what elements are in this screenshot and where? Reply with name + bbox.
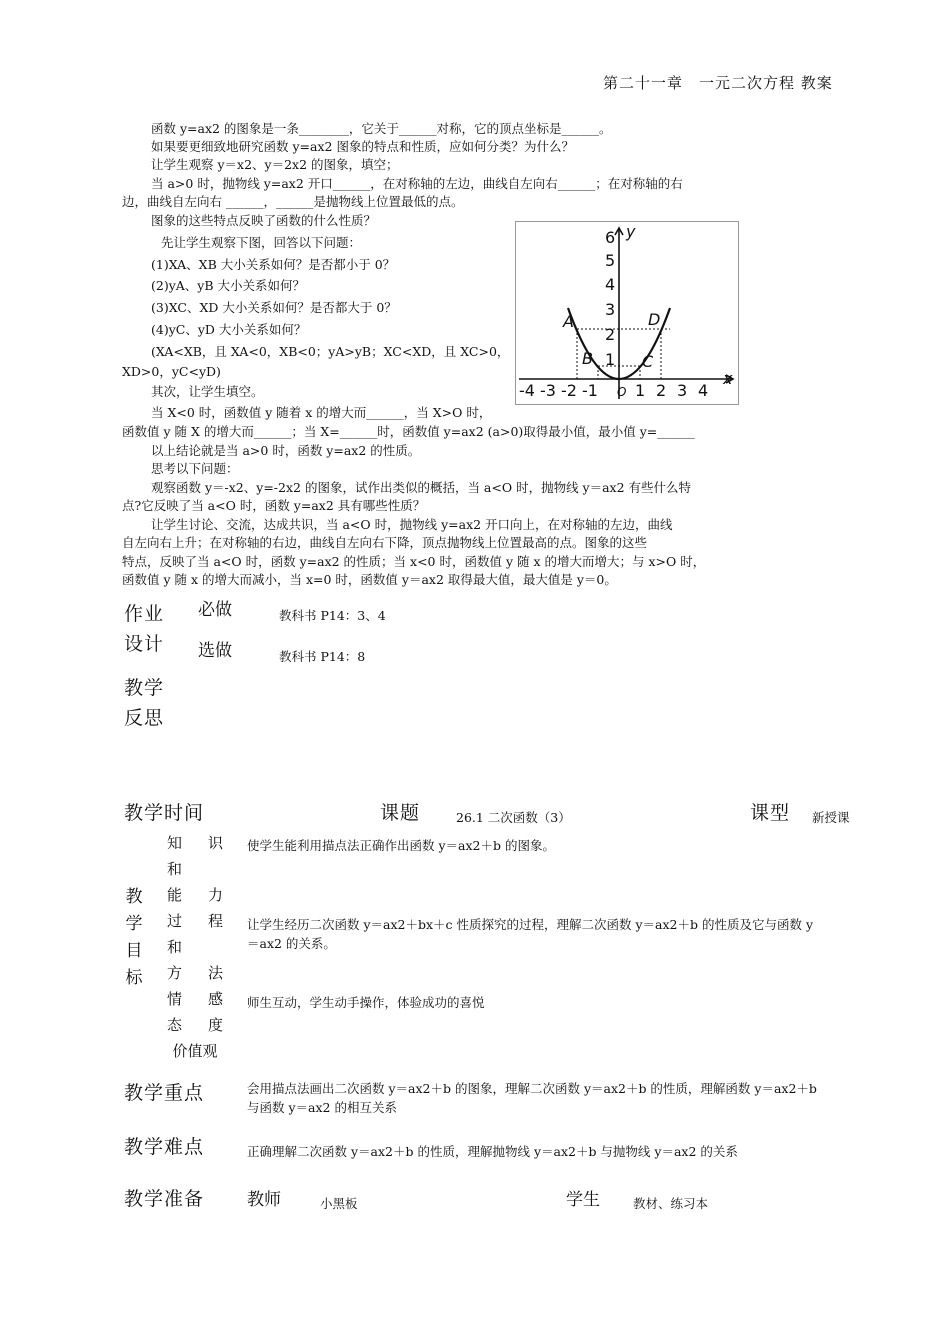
topic-label: 课题 bbox=[380, 802, 421, 824]
x-tick-label: 2 bbox=[656, 381, 667, 400]
body-line: 点?它反映了当 a<O 时，函数 y=ax2 具有哪些性质？ bbox=[122, 498, 426, 513]
x-tick-label: -1 bbox=[582, 381, 598, 400]
y-axis-label: y bbox=[626, 222, 636, 241]
student-value: 教材、练习本 bbox=[633, 1196, 709, 1211]
body-line: 自左向右上升；在对称轴的右边，曲线自左向右下降，顶点抛物线上位置最高的点。图象的这些 bbox=[122, 535, 648, 550]
goal-emotion-text: 师生互动，学生动手操作，体验成功的喜悦 bbox=[247, 995, 485, 1010]
body-line: 边，曲线自左向右 ______，______是抛物线上位置最低的点。 bbox=[122, 194, 464, 209]
body-line: 先让学生观察下图，回答以下问题： bbox=[161, 235, 362, 250]
body-line: 函数 y=ax2 的图象是一条________，它关于______对称，它的顶点坐标是______。 bbox=[151, 121, 612, 136]
body-line: 其次，让学生填空。 bbox=[151, 384, 264, 399]
reflection-label-line1: 教学 bbox=[124, 677, 165, 699]
x-tick-label: 1 bbox=[635, 381, 646, 400]
body-line: (4)yC、yD 大小关系如何？ bbox=[151, 322, 307, 337]
point-label-c: C bbox=[642, 352, 654, 371]
goal-knowledge-text: 使学生能利用描点法正确作出函数 y＝ax2＋b 的图象。 bbox=[247, 838, 555, 853]
body-line: 当 a>0 时，抛物线 y=ax2 开口______，在对称轴的左边，曲线自左向右______；在对称轴的右 bbox=[151, 176, 683, 191]
teacher-value: 小黑板 bbox=[320, 1196, 358, 1211]
y-tick-label: 3 bbox=[605, 300, 616, 319]
homework-label-line1: 作业 bbox=[124, 603, 165, 625]
topic-value: 26.1 二次函数（3） bbox=[456, 810, 571, 825]
difficulty-label: 教学难点 bbox=[124, 1136, 205, 1158]
key-point-text-line2: 与函数 y＝ax2 的相互关系 bbox=[247, 1100, 397, 1115]
body-line: (2)yA、yB 大小关系如何？ bbox=[151, 278, 306, 293]
y-tick-label: 1 bbox=[605, 350, 616, 369]
parabola-figure bbox=[515, 221, 739, 405]
body-line: 当 X<0 时，函数值 y 随着 x 的增大而______，当 X>O 时， bbox=[151, 405, 492, 420]
x-tick-label: -4 bbox=[519, 381, 535, 400]
body-line: 让学生观察 y＝x2、y＝2x2 的图象，填空； bbox=[151, 157, 399, 172]
point-label-b: B bbox=[582, 349, 593, 368]
body-line: 让学生讨论、交流，达成共识，当 a<O 时，抛物线 y=ax2 开口向上，在对称轴的左边，曲线 bbox=[151, 517, 673, 532]
x-axis-label: x bbox=[723, 369, 733, 388]
x-tick-label: -3 bbox=[540, 381, 556, 400]
body-line: (XA<XB，且 XA<0，XB<0；yA>yB；XC<XD，且 XC>0， bbox=[151, 344, 510, 359]
parabola-graph bbox=[515, 221, 739, 405]
optional-text: 教科书 P14：8 bbox=[279, 649, 366, 664]
prep-label: 教学准备 bbox=[124, 1188, 205, 1210]
goals-label: 教 学 目 标 bbox=[125, 887, 143, 988]
body-line: 观察函数 y＝-x2、y=-2x2 的图象，试作出类似的概括，当 a<O 时，抛物线 y＝ax2 有些什么特 bbox=[151, 480, 692, 495]
point-label-d: D bbox=[648, 310, 661, 329]
teacher-label: 教师 bbox=[247, 1190, 281, 1210]
body-line: 函数值 y 随 X 的增大而______；当 X=______时，函数值 y=ax2 (a>0)取得最小值，最小值 y=______ bbox=[122, 424, 695, 439]
goal-process-text-line2: ＝ax2 的关系。 bbox=[247, 936, 336, 951]
student-label: 学生 bbox=[566, 1190, 600, 1210]
point-label-a: A bbox=[563, 312, 574, 331]
x-tick-label: 4 bbox=[698, 381, 709, 400]
x-tick-label: -2 bbox=[561, 381, 577, 400]
body-line: 函数值 y 随 x 的增大而减小，当 x=0 时，函数值 y＝ax2 取得最大值，最大值是 y＝0。 bbox=[122, 572, 617, 587]
body-line: 特点，反映了当 a<O 时，函数 y=ax2 的性质；当 x<0 时，函数值 y 随 x 的增大而增大；与 x>O 时， bbox=[122, 554, 706, 569]
goal-knowledge-label: 知 识 和 能 力 bbox=[167, 834, 223, 904]
goal-emotion-label: 情 感 态 度 价值观 bbox=[167, 990, 223, 1060]
key-point-text-line1: 会用描点法画出二次函数 y＝ax2＋b 的图象，理解二次函数 y＝ax2＋b 的性质，理解函数 y＝ax2＋b bbox=[247, 1081, 817, 1096]
reflection-label-line2: 反思 bbox=[124, 707, 165, 729]
y-tick-label: 4 bbox=[605, 275, 616, 294]
time-label: 教学时间 bbox=[124, 802, 205, 824]
body-line: 如果要更细致地研究函数 y=ax2 图象的特点和性质，应如何分类？为什么？ bbox=[151, 139, 574, 154]
body-line: 以上结论就是当 a>0 时，函数 y=ax2 的性质。 bbox=[151, 443, 421, 458]
x-tick-label: 3 bbox=[677, 381, 688, 400]
required-label: 必做 bbox=[198, 600, 232, 620]
difficulty-text: 正确理解二次函数 y＝ax2＋b 的性质，理解抛物线 y＝ax2＋b 与抛物线 y＝ax2 的关系 bbox=[247, 1144, 738, 1159]
y-tick-label: 5 bbox=[605, 251, 616, 270]
origin-label: O bbox=[617, 385, 627, 399]
type-value: 新授课 bbox=[812, 810, 850, 825]
key-point-label: 教学重点 bbox=[124, 1082, 205, 1104]
goal-process-label: 过 程 和 方 法 bbox=[167, 912, 223, 982]
type-label: 课型 bbox=[750, 802, 791, 824]
page-header: 第二十一章 一元二次方程 教案 bbox=[603, 74, 833, 92]
optional-label: 选做 bbox=[198, 641, 232, 661]
body-line: (1)XA、XB 大小关系如何？是否都小于 0？ bbox=[151, 257, 396, 272]
y-tick-label: 6 bbox=[605, 228, 616, 247]
y-tick-label: 2 bbox=[605, 325, 616, 344]
goal-process-text-line1: 让学生经历二次函数 y＝ax2＋bx＋c 性质探究的过程，理解二次函数 y＝ax2＋b 的性质及它与函数 y bbox=[247, 917, 814, 932]
body-line: XD>0，yC<yD) bbox=[122, 364, 221, 379]
body-line: 图象的这些特点反映了函数的什么性质？ bbox=[151, 213, 377, 228]
body-line: 思考以下问题： bbox=[151, 461, 239, 476]
body-line: (3)XC、XD 大小关系如何？是否都大于 0？ bbox=[151, 300, 397, 315]
homework-label-line2: 设计 bbox=[124, 633, 165, 655]
required-text: 教科书 P14：3、4 bbox=[279, 608, 386, 623]
